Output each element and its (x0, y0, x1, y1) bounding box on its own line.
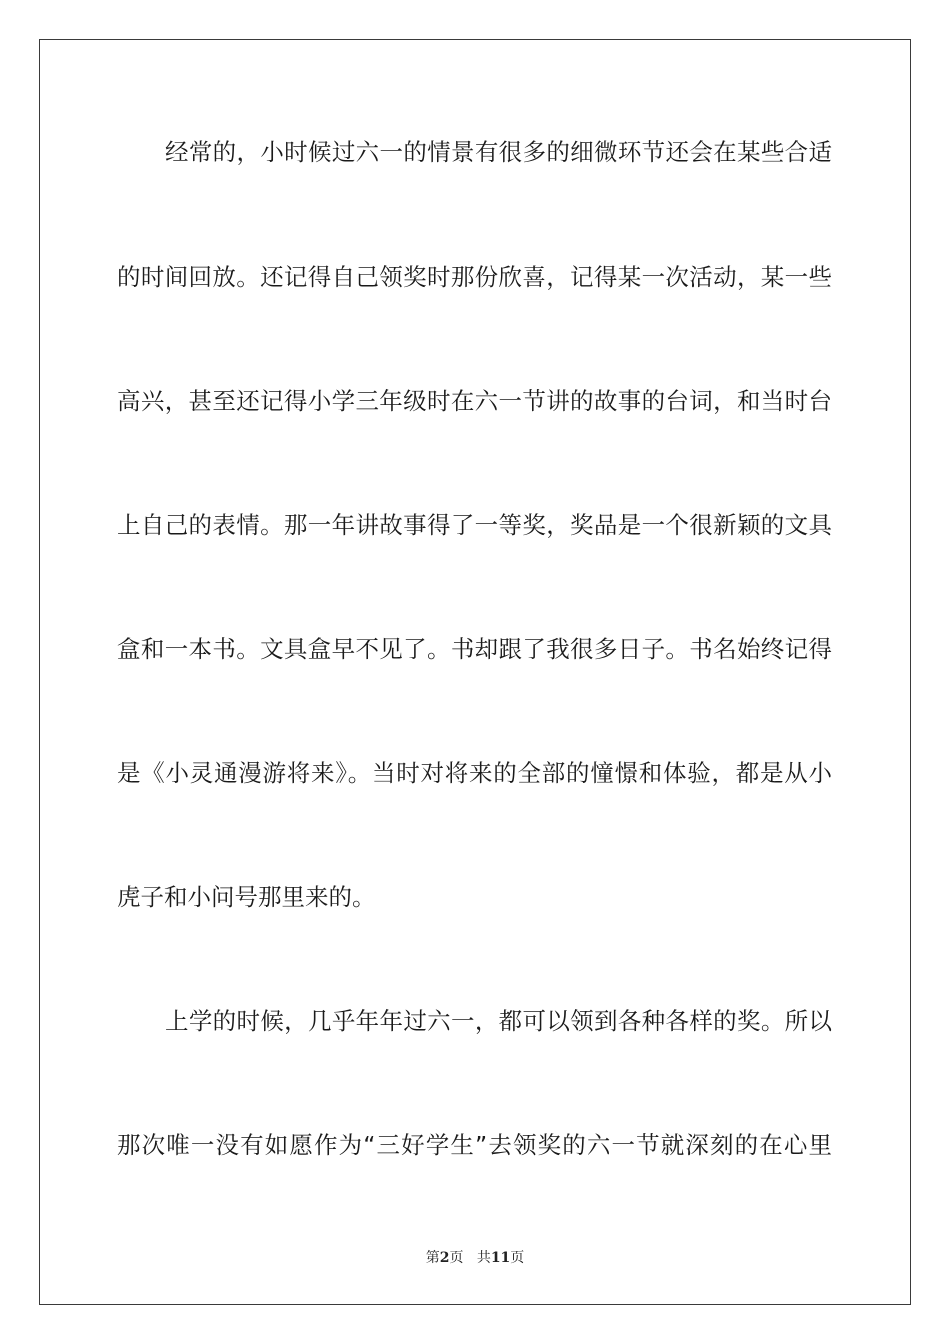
paragraph-1-line-3: 高兴，甚至还记得小学三年级时在六一节讲的故事的台词，和当时台 (117, 387, 832, 415)
current-page-number: 2 (439, 1250, 450, 1266)
paragraph-1-line-6: 是《小灵通漫游将来》。当时对将来的全部的憧憬和体验，都是从小 (117, 759, 832, 787)
footer-prefix: 第 (425, 1250, 440, 1266)
paragraph-1-line-5: 盒和一本书。文具盒早不见了。书却跟了我很多日子。书名始终记得 (117, 635, 832, 663)
paragraph-1-line-4: 上自己的表情。那一年讲故事得了一等奖，奖品是一个很新颖的文具 (117, 511, 832, 539)
paragraph-1-line-2: 的时间回放。还记得自己领奖时那份欣喜，记得某一次活动，某一些 (117, 263, 832, 291)
page-border (39, 39, 911, 1305)
paragraph-1-line-7: 虎子和小问号那里来的。 (117, 883, 376, 911)
paragraph-2-line-1: 上学的时候，几乎年年过六一，都可以领到各种各样的奖。所以 (165, 1007, 832, 1035)
footer-total-suffix: 页 (510, 1250, 525, 1266)
total-page-count: 11 (490, 1250, 511, 1266)
page-number-footer (0, 1247, 950, 1267)
paragraph-1-line-1: 经常的，小时候过六一的情景有很多的细微环节还会在某些合适 (165, 138, 832, 166)
footer-page-suffix: 页 (449, 1250, 464, 1266)
footer-total-prefix: 共 (476, 1250, 491, 1266)
paragraph-2-line-2: 那次唯一没有如愿作为“三好学生”去领奖的六一节就深刻的在心里 (117, 1131, 832, 1159)
